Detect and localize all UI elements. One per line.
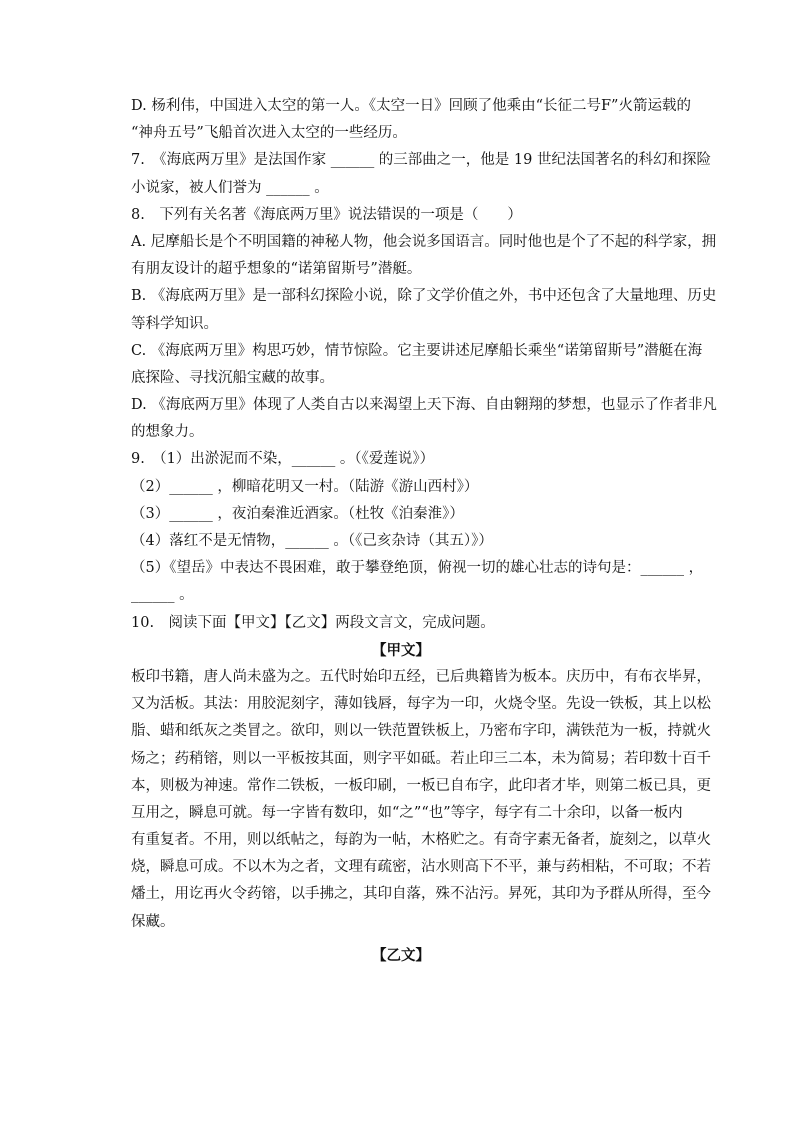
passage-line: 本，则极为神速。常作二铁板，一板印刷，一板已自布字，此印者才毕，则第二板已具，更: [131, 777, 711, 794]
option-c: C. 《海底两万里》构思巧妙，情节惊险。它主要讲述尼摩船长乘坐“诺第留斯号”潜艇在海: [131, 342, 703, 359]
option-a: A. 尼摩船长是个不明国籍的神秘人物，他会说多国语言。同时他也是个了不起的科学家，拥: [131, 233, 717, 250]
section-title-jia: 【甲文】: [372, 641, 430, 659]
passage-line: 燔土，用讫再火令药镕，以手拂之，其印自落，殊不沾污。昇死，其印为予群从所得，至今: [131, 886, 711, 903]
option-d: D. 《海底两万里》体现了人类自古以来渴望上天下海、自由翱翔的梦想，也显示了作者非凡: [131, 397, 717, 414]
text-line: ______ 。: [131, 587, 194, 604]
question-9-3: （3）______ ，夜泊秦淮近酒家。（杜牧《泊秦淮》）: [131, 505, 464, 522]
question-9-5: （5）《望岳》中表达不畏困难，敢于攀登绝顶，俯视一切的雄心壮志的诗句是：______ ，: [131, 560, 704, 577]
passage-line: 板印书籍，唐人尚未盛为之。五代时始印五经，已后典籍皆为板本。庆历中，有布衣毕昇，: [131, 668, 711, 685]
text-line: “神舟五号”飞船首次进入太空的一些经历。: [131, 125, 407, 142]
passage-line: 有重复者。不用，则以纸帖之，每韵为一帖，木格贮之。有奇字素无备者，旋刻之，以草火: [131, 832, 711, 849]
passage-line: 炀之；药稍镕，则以一平板按其面，则字平如砥。若止印三二本，未为简易；若印数十百千: [131, 750, 711, 767]
passage-line: 互用之，瞬息可就。每一字皆有数印，如“之”“也”等字，每字有二十余印，以备一板内: [131, 804, 683, 821]
option-b: B. 《海底两万里》是一部科幻探险小说，除了文学价值之外，书中还包含了大量地理、历史: [131, 288, 717, 305]
section-title-yi: 【乙文】: [372, 946, 430, 964]
question-10: 10. 阅读下面【甲文】【乙文】两段文言文，完成问题。: [131, 614, 495, 631]
text-line: 底探险、寻找沉船宝藏的故事。: [131, 369, 334, 386]
question-9-2: （2）______ ，柳暗花明又一村。（陆游《游山西村》）: [131, 478, 479, 495]
question-8: 8. 下列有关名著《海底两万里》说法错误的一项是（ ）: [131, 206, 522, 223]
text-line: D. 杨利伟，中国进入太空的第一人。《太空一日》回顾了他乘由“长征二号F”火箭运载的: [131, 98, 691, 114]
question-9-4: （4）落红不是无情物，______ 。（《己亥杂诗（其五）》）: [131, 533, 493, 549]
text-line: 有朋友设计的超乎想象的“诺第留斯号”潜艇。: [131, 261, 422, 278]
text-line: 小说家，被人们誉为 ______ 。: [131, 179, 329, 196]
question-7: 7. 《海底两万里》是法国作家 ______ 的三部曲之一，他是 19 世纪法国著名的科幻和探险: [131, 152, 711, 169]
text-line: 等科学知识。: [131, 315, 218, 332]
text-line: 的想象力。: [131, 424, 204, 441]
page-content: [131, 93, 717, 969]
question-9-1: 9. （1）出淤泥而不染，______ 。（《爱莲说》）: [131, 451, 435, 468]
passage-line: 又为活板。其法：用胶泥刻字，薄如钱唇，每字为一印，火烧令坚。先设一铁板，其上以松: [131, 696, 711, 713]
passage-line: 保藏。: [131, 913, 175, 930]
passage-line: 烧，瞬息可成。不以木为之者，文理有疏密，沾水则高下不平，兼与药相粘，不可取；不若: [131, 859, 711, 876]
passage-line: 脂、蜡和纸灰之类冒之。欲印，则以一铁范置铁板上，乃密布字印，满铁范为一板，持就火: [131, 723, 711, 740]
